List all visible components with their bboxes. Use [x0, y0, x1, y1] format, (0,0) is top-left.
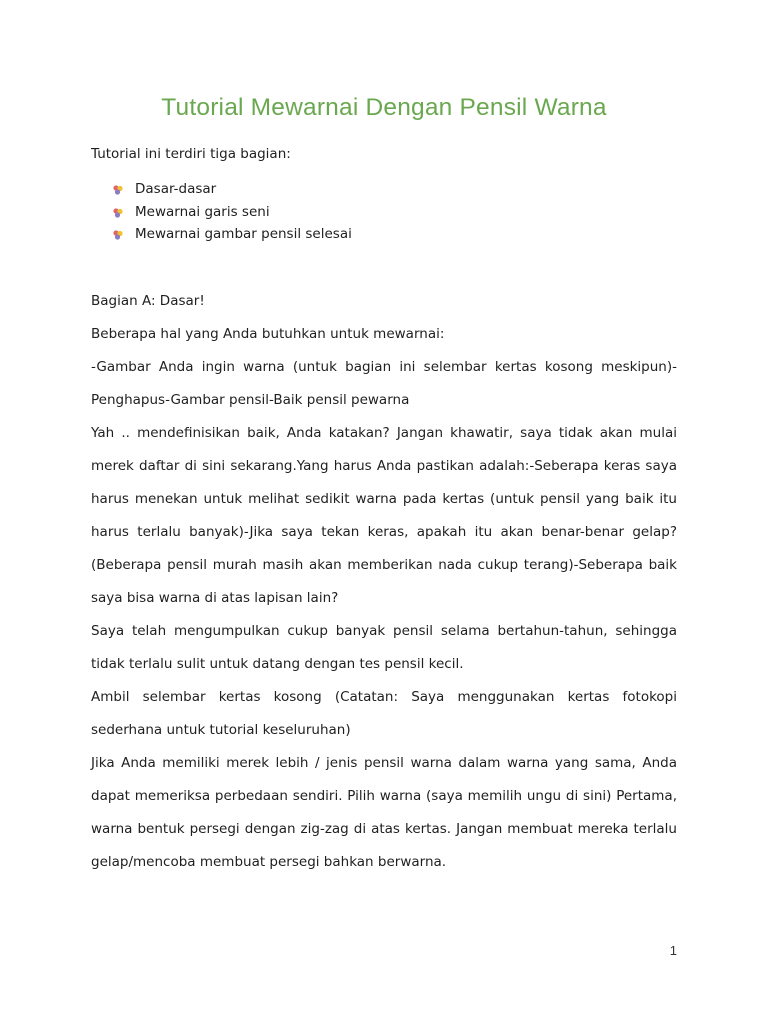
flower-bullet-icon [113, 230, 123, 240]
bullet-list [113, 178, 352, 246]
flower-bullet-icon [113, 185, 123, 195]
paragraph: -Gambar Anda ingin warna (untuk bagian ini selembar kertas kosong meskipun)-Penghapus-Gambar pensil-Baik pensil pewarna [91, 359, 677, 408]
list-item [113, 201, 352, 224]
section-heading: Bagian A: Dasar! [91, 293, 205, 309]
paragraph: Saya telah mengumpulkan cukup banyak pensil selama bertahun-tahun, sehingga tidak terlalu sulit untuk datang dengan tes pensil kecil. [91, 623, 677, 672]
bullet-text: Dasar-dasar [135, 181, 217, 197]
list-item [113, 223, 352, 246]
paragraph: Beberapa hal yang Anda butuhkan untuk mewarnai: [91, 326, 445, 342]
paragraph: Ambil selembar kertas kosong (Catatan: Saya menggunakan kertas fotokopi sederhana untuk tutorial keseluruhan) [91, 689, 677, 738]
page-number: 1 [669, 943, 677, 958]
bullet-text: Mewarnai garis seni [135, 203, 270, 220]
paragraph: Yah .. mendefinisikan baik, Anda katakan? Jangan khawatir, saya tidak akan mulai merek daftar di sini sekarang.Yang harus Anda pastikan adalah:-Seberapa keras saya harus menekan untuk melihat sedikit warna pada kertas (untuk pensil yang baik itu harus terlalu banyak)-Jika saya tekan keras, apakah itu akan benar-benar gelap? (Beberapa pensil murah masih akan memberikan nada cukup terang)-Seberapa baik saya bisa warna di atas lapisan lain? [91, 425, 677, 606]
intro-text: Tutorial ini terdiri tiga bagian: [91, 146, 291, 162]
list-item [113, 178, 352, 201]
paragraph: Jika Anda memiliki merek lebih / jenis pensil warna dalam warna yang sama, Anda dapat memeriksa perbedaan sendiri. Pilih warna (saya memilih ungu di sini) Pertama, warna bentuk persegi dengan zig-zag di atas kertas. Jangan membuat mereka terlalu gelap/mencoba membuat persegi bahkan berwarna. [91, 755, 677, 870]
body-text [91, 285, 677, 879]
page-title: Tutorial Mewarnai Dengan Pensil Warna [161, 94, 607, 121]
bullet-text: Mewarnai gambar pensil selesai [135, 226, 352, 242]
flower-bullet-icon [113, 208, 123, 218]
